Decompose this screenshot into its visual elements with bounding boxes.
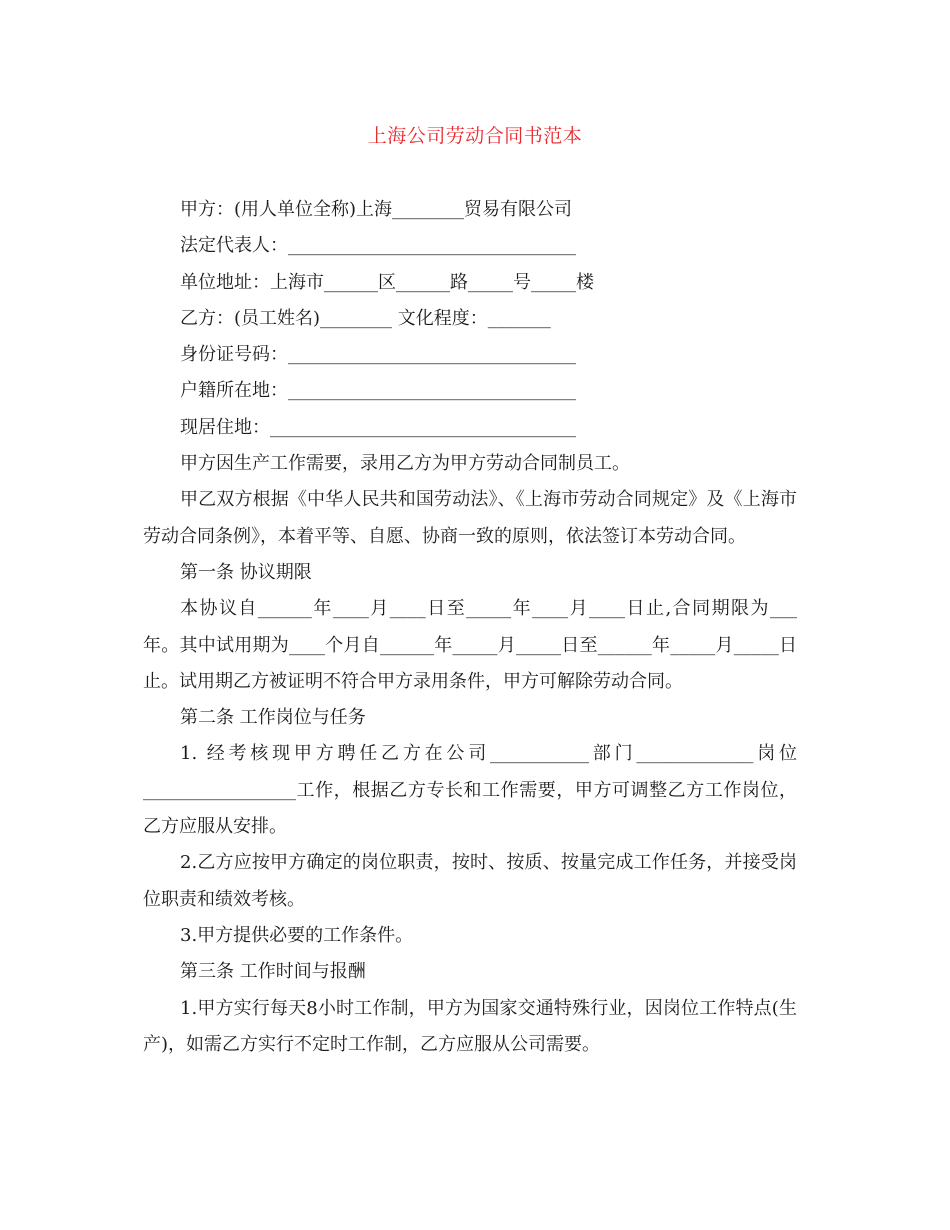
article-1-term-paragraph: 本协议自______年____月____日至_____年____月____日止,合同期限为___年。其中试用期为____个月自______年_____月_____日至______年_____月_____日止。试用期乙方被证明不符合甲方录用条件，甲方可解除劳动合同。 [143,598,797,692]
article-2-heading: 第二条 工作岗位与任务 [180,707,366,729]
article-2-item-3: 3.甲方提供必要的工作条件。 [180,924,414,946]
current-residence-line: 现居住地：__________________________________ [180,416,576,438]
document-title: 上海公司劳动合同书范本 [367,125,583,147]
article-2-item-2: 2.乙方应按甲方确定的岗位职责，按时、按质、按量完成工作任务，并接受岗位职责和绩效考核。 [143,852,797,910]
article-3-item-1: 1.甲方实行每天8小时工作制，甲方为国家交通特殊行业，因岗位工作特点(生产)，如需乙方实行不定时工作制，乙方应服从公司需要。 [143,997,797,1055]
document-body [143,192,797,1063]
article-2-item-1: 1. 经考核现甲方聘任乙方在公司___________部门_____________岗位_________________工作，根据乙方专长和工作需要，甲方可调整乙方工作岗位，乙方应服从安排。 [143,743,797,838]
article-1-heading: 第一条 协议期限 [180,561,312,583]
company-address-line: 单位地址：上海市______区______路_____号_____楼 [180,271,594,293]
party-a-line: 甲方：(用人单位全称)上海________贸易有限公司 [180,199,573,220]
employment-purpose-paragraph: 甲方因生产工作需要，录用乙方为甲方劳动合同制员工。 [180,453,630,475]
party-b-line: 乙方：(员工姓名)________ 文化程度：_______ [180,307,551,329]
household-registration-line: 户籍所在地：________________________________ [180,380,576,402]
legal-basis-paragraph: 甲乙双方根据《中华人民共和国劳动法》、《上海市劳动合同规定》及《上海市劳动合同条例》，本着平等、自愿、协商一致的原则，依法签订本劳动合同。 [143,489,797,547]
article-3-heading: 第三条 工作时间与报酬 [180,961,366,983]
legal-representative-line: 法定代表人：________________________________ [180,235,576,257]
id-number-line: 身份证号码：________________________________ [180,344,576,366]
